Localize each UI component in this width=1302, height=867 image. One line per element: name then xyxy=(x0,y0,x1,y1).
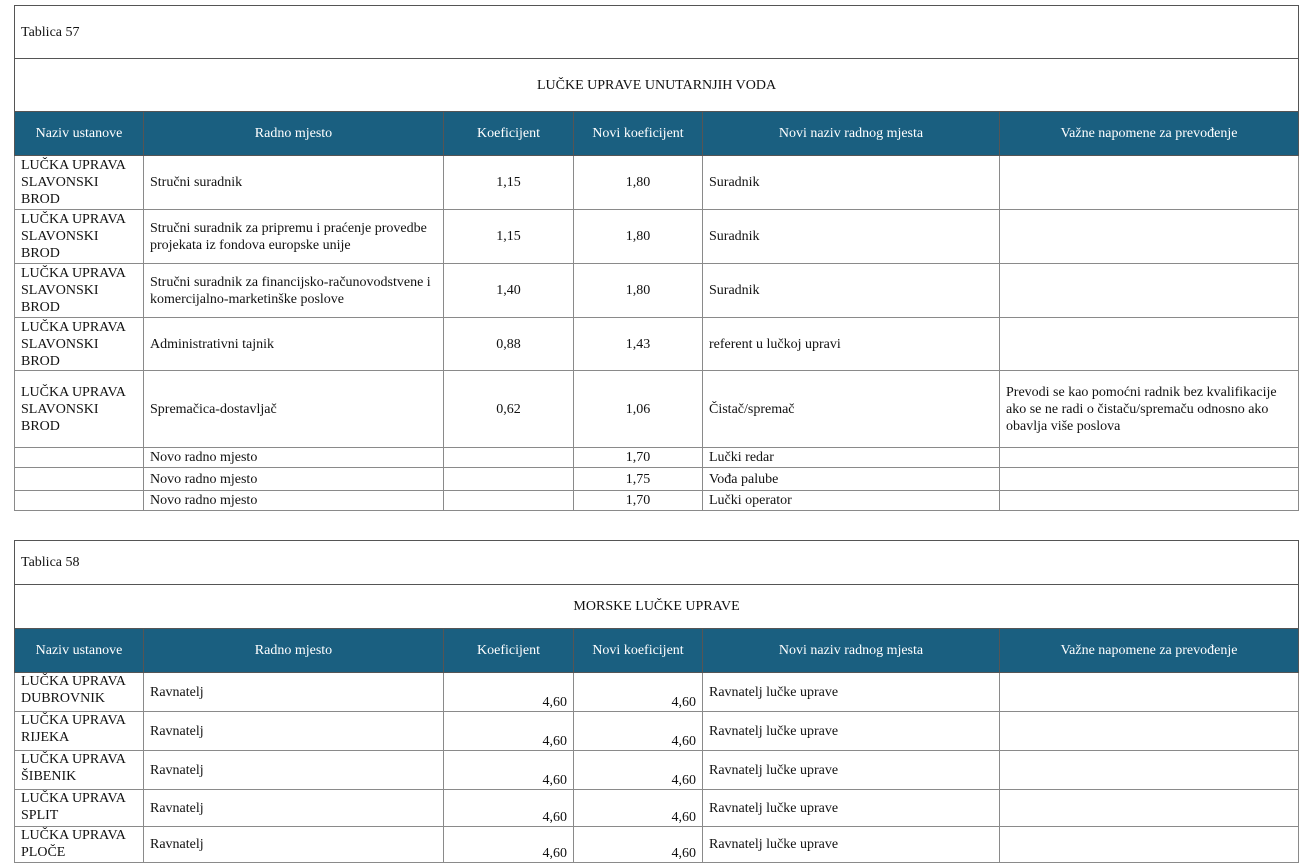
cell-new-position-name: Ravnatelj lučke uprave xyxy=(703,673,1000,712)
cell-position: Novo radno mjesto xyxy=(144,491,444,511)
table-row xyxy=(15,371,1299,448)
table-58 xyxy=(14,540,1298,863)
cell-position: Administrativni tajnik xyxy=(144,318,444,371)
cell-institution: LUČKA UPRAVA PLOČE xyxy=(15,827,144,863)
column-header: Radno mjesto xyxy=(144,112,444,156)
cell-translation-notes xyxy=(1000,751,1299,790)
cell-new-coefficient: 1,70 xyxy=(574,448,703,468)
cell-new-position-name: Ravnatelj lučke uprave xyxy=(703,712,1000,751)
cell-translation-notes xyxy=(1000,318,1299,371)
cell-new-position-name: Suradnik xyxy=(703,156,1000,210)
cell-coefficient: 1,40 xyxy=(444,264,574,318)
column-header: Naziv ustanove xyxy=(15,112,144,156)
cell-new-position-name: Suradnik xyxy=(703,264,1000,318)
cell-translation-notes xyxy=(1000,827,1299,863)
column-header: Novi naziv radnog mjesta xyxy=(703,629,1000,673)
cell-coefficient: 1,15 xyxy=(444,210,574,264)
cell-translation-notes xyxy=(1000,210,1299,264)
column-header: Naziv ustanove xyxy=(15,629,144,673)
table-row xyxy=(15,210,1299,264)
table-caption: Tablica 58 xyxy=(15,541,1299,585)
cell-institution: LUČKA UPRAVA ŠIBENIK xyxy=(15,751,144,790)
cell-position: Ravnatelj xyxy=(144,673,444,712)
cell-new-coefficient: 4,60 xyxy=(574,712,703,751)
table-row xyxy=(15,448,1299,468)
cell-institution: LUČKA UPRAVA SLAVONSKI BROD xyxy=(15,210,144,264)
cell-coefficient: 0,88 xyxy=(444,318,574,371)
table-title: LUČKE UPRAVE UNUTARNJIH VODA xyxy=(15,59,1299,112)
cell-new-position-name: Ravnatelj lučke uprave xyxy=(703,790,1000,827)
cell-translation-notes xyxy=(1000,448,1299,468)
cell-coefficient: 0,62 xyxy=(444,371,574,448)
cell-institution: LUČKA UPRAVA SLAVONSKI BROD xyxy=(15,156,144,210)
column-header: Važne napomene za prevođenje xyxy=(1000,629,1299,673)
cell-position: Stručni suradnik za pripremu i praćenje provedbe projekata iz fondova europske unije xyxy=(144,210,444,264)
cell-translation-notes xyxy=(1000,790,1299,827)
cell-translation-notes xyxy=(1000,156,1299,210)
cell-new-coefficient: 1,06 xyxy=(574,371,703,448)
cell-new-position-name: Ravnatelj lučke uprave xyxy=(703,827,1000,863)
cell-coefficient xyxy=(444,448,574,468)
cell-new-coefficient: 1,43 xyxy=(574,318,703,371)
cell-institution: LUČKA UPRAVA RIJEKA xyxy=(15,712,144,751)
cell-position: Novo radno mjesto xyxy=(144,468,444,491)
cell-new-position-name: Ravnatelj lučke uprave xyxy=(703,751,1000,790)
cell-coefficient: 1,15 xyxy=(444,156,574,210)
cell-coefficient xyxy=(444,468,574,491)
column-header: Radno mjesto xyxy=(144,629,444,673)
cell-new-position-name: Lučki operator xyxy=(703,491,1000,511)
cell-coefficient: 4,60 xyxy=(444,827,574,863)
cell-position: Ravnatelj xyxy=(144,751,444,790)
cell-position: Spremačica-dostavljač xyxy=(144,371,444,448)
cell-new-coefficient: 4,60 xyxy=(574,673,703,712)
column-header: Koeficijent xyxy=(444,629,574,673)
cell-translation-notes xyxy=(1000,712,1299,751)
cell-translation-notes xyxy=(1000,264,1299,318)
cell-new-position-name: referent u lučkoj upravi xyxy=(703,318,1000,371)
cell-new-coefficient: 1,80 xyxy=(574,264,703,318)
cell-coefficient: 4,60 xyxy=(444,790,574,827)
table-row xyxy=(15,156,1299,210)
table-row xyxy=(15,468,1299,491)
cell-new-coefficient: 4,60 xyxy=(574,751,703,790)
cell-institution xyxy=(15,448,144,468)
table-row xyxy=(15,264,1299,318)
cell-coefficient: 4,60 xyxy=(444,673,574,712)
cell-new-position-name: Suradnik xyxy=(703,210,1000,264)
cell-new-position-name: Lučki redar xyxy=(703,448,1000,468)
table-row xyxy=(15,673,1299,712)
cell-position: Stručni suradnik za financijsko-računovodstvene i komercijalno-marketinške poslove xyxy=(144,264,444,318)
column-header: Novi naziv radnog mjesta xyxy=(703,112,1000,156)
cell-institution: LUČKA UPRAVA SLAVONSKI BROD xyxy=(15,371,144,448)
cell-institution: LUČKA UPRAVA SLAVONSKI BROD xyxy=(15,264,144,318)
cell-new-coefficient: 1,70 xyxy=(574,491,703,511)
cell-institution xyxy=(15,491,144,511)
cell-position: Novo radno mjesto xyxy=(144,448,444,468)
cell-new-coefficient: 4,60 xyxy=(574,790,703,827)
cell-new-coefficient: 1,80 xyxy=(574,210,703,264)
cell-translation-notes: Prevodi se kao pomoćni radnik bez kvalifikacije ako se ne radi o čistaču/spremaču odnosno ako obavlja više poslova xyxy=(1000,371,1299,448)
cell-position: Ravnatelj xyxy=(144,790,444,827)
table-row xyxy=(15,827,1299,863)
cell-translation-notes xyxy=(1000,468,1299,491)
cell-institution: LUČKA UPRAVA SLAVONSKI BROD xyxy=(15,318,144,371)
cell-new-coefficient: 1,75 xyxy=(574,468,703,491)
cell-coefficient: 4,60 xyxy=(444,751,574,790)
table-row xyxy=(15,790,1299,827)
column-header: Važne napomene za prevođenje xyxy=(1000,112,1299,156)
cell-new-coefficient: 1,80 xyxy=(574,156,703,210)
table-57 xyxy=(14,5,1298,511)
column-header: Novi koeficijent xyxy=(574,112,703,156)
cell-institution: LUČKA UPRAVA DUBROVNIK xyxy=(15,673,144,712)
cell-position: Ravnatelj xyxy=(144,712,444,751)
table-caption: Tablica 57 xyxy=(15,6,1299,59)
cell-position: Stručni suradnik xyxy=(144,156,444,210)
table-title: MORSKE LUČKE UPRAVE xyxy=(15,585,1299,629)
column-header: Novi koeficijent xyxy=(574,629,703,673)
cell-translation-notes xyxy=(1000,673,1299,712)
cell-translation-notes xyxy=(1000,491,1299,511)
cell-new-position-name: Čistač/spremač xyxy=(703,371,1000,448)
column-header: Koeficijent xyxy=(444,112,574,156)
cell-new-position-name: Vođa palube xyxy=(703,468,1000,491)
table-row xyxy=(15,751,1299,790)
cell-coefficient: 4,60 xyxy=(444,712,574,751)
table-row xyxy=(15,712,1299,751)
table-row xyxy=(15,318,1299,371)
cell-institution xyxy=(15,468,144,491)
cell-new-coefficient: 4,60 xyxy=(574,827,703,863)
table-row xyxy=(15,491,1299,511)
cell-position: Ravnatelj xyxy=(144,827,444,863)
cell-coefficient xyxy=(444,491,574,511)
cell-institution: LUČKA UPRAVA SPLIT xyxy=(15,790,144,827)
